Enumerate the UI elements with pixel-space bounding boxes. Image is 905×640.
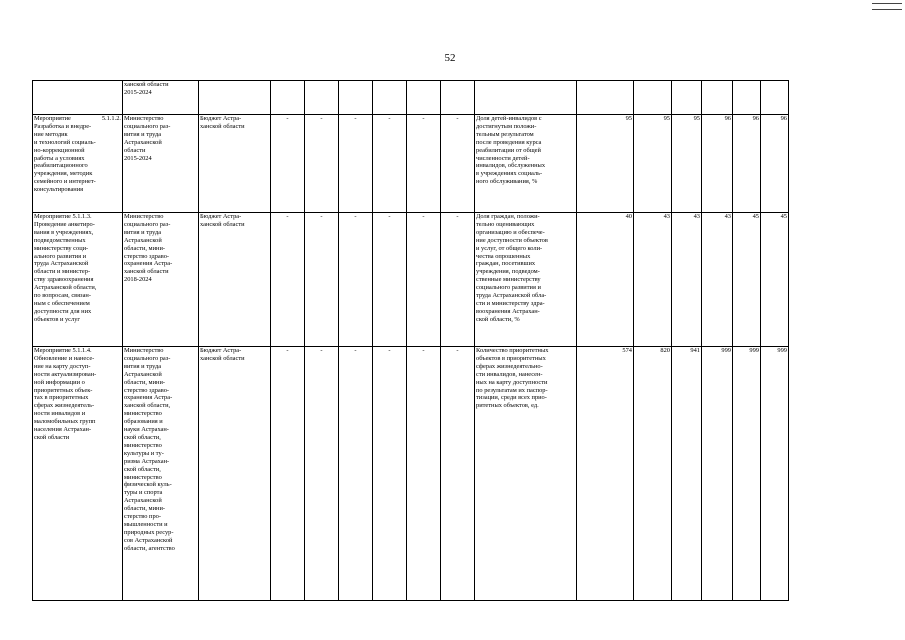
- indicator-value-cell: 95: [634, 115, 672, 213]
- indicator-value-cell: [702, 81, 733, 115]
- year-funding-cell: -: [407, 115, 441, 213]
- year-funding-cell: [271, 81, 305, 115]
- year-funding-cell: -: [373, 213, 407, 347]
- activity-cell: Мероприятие 5.1.1.2. Разработка и внедре- ние методик и технологий социаль- но-коррекционной работы а условиях реабилитационного учреждения, методик семейного и интернет- консультирования: [33, 115, 123, 213]
- scan-corner-mark: [872, 3, 902, 4]
- executor-cell: ханской области 2015-2024: [123, 81, 199, 115]
- year-funding-cell: -: [441, 213, 475, 347]
- indicator-value-cell: 999: [702, 347, 733, 601]
- indicator-value-cell: 941: [672, 347, 702, 601]
- indicator-value-cell: 43: [634, 213, 672, 347]
- indicator-value-cell: 999: [733, 347, 761, 601]
- indicator-value-cell: 820: [634, 347, 672, 601]
- program-activities-table: [32, 80, 789, 601]
- scan-corner-mark: [872, 9, 902, 10]
- year-funding-cell: -: [305, 213, 339, 347]
- indicator-cell: Доля граждан, положи- тельно оценивающих организацию и обеспече- ние доступности объектов и услуг, от общего коли- чества опрошенных граждан, посетивших учреждения, подведом- ственные министерству социального развития и труда Астраханской обла- сти и министерству здра- воохранения Астрахан- ской области, %: [475, 213, 577, 347]
- year-funding-cell: -: [271, 347, 305, 601]
- year-funding-cell: -: [305, 115, 339, 213]
- indicator-cell: Доля детей-инвалидов с достигнутым положи- тельным результатом после проведения курса реабилитации от общей численности детей- инвалидов, обслуженных в учреждениях социаль- ного обслуживания, %: [475, 115, 577, 213]
- activity-cell: Мероприятие 5.1.1.4. Обновление и нанесе- ние на карту доступ- ности актуализирован- ной информации о приоритетных объек- тах в приоритетных сферах жизнедеятель- ности инвалидов и маломобильных групп населения Астрахан- ской области: [33, 347, 123, 601]
- indicator-cell: Количество приоритетных объектов в приоритетных сферах жизнедеятельно- сти инвалидов, нанесен- ных на карту доступности по результатам их паспор- тизации, среди всех прио- ритетных объектов, ед.: [475, 347, 577, 601]
- indicator-value-cell: 96: [761, 115, 789, 213]
- funding-source-cell: [199, 81, 271, 115]
- year-funding-cell: -: [441, 115, 475, 213]
- indicator-value-cell: [577, 81, 634, 115]
- indicator-value-cell: 95: [577, 115, 634, 213]
- indicator-value-cell: [761, 81, 789, 115]
- year-funding-cell: -: [339, 347, 373, 601]
- year-funding-cell: [373, 81, 407, 115]
- year-funding-cell: [339, 81, 373, 115]
- indicator-value-cell: 95: [672, 115, 702, 213]
- activity-cell: [33, 81, 123, 115]
- funding-source-cell: Бюджет Астра- ханской области: [199, 115, 271, 213]
- year-funding-cell: -: [373, 347, 407, 601]
- indicator-value-cell: 43: [702, 213, 733, 347]
- funding-source-cell: Бюджет Астра- ханской области: [199, 213, 271, 347]
- indicator-value-cell: 40: [577, 213, 634, 347]
- year-funding-cell: -: [373, 115, 407, 213]
- indicator-value-cell: [672, 81, 702, 115]
- executor-cell: Министерство социального раз- вития и труда Астраханской области, мини- стерство здраво- охранения Астра- ханской области, министерство образования и науки Астрахан- ской области, министерство культуры и ту- ризма Астрахан- ской области, министерство физической куль- туры и спорта Астраханской области, мини- стерство про- мышленности и природных ресур- сов Астраханской области, агентство: [123, 347, 199, 601]
- table-row: [33, 115, 789, 213]
- year-funding-cell: -: [305, 347, 339, 601]
- year-funding-cell: -: [339, 115, 373, 213]
- indicator-value-cell: 96: [702, 115, 733, 213]
- funding-source-cell: Бюджет Астра- ханской области: [199, 347, 271, 601]
- table-row: [33, 213, 789, 347]
- table-row: [33, 81, 789, 115]
- indicator-value-cell: 43: [672, 213, 702, 347]
- indicator-value-cell: 999: [761, 347, 789, 601]
- executor-cell: Министерство социального раз- вития и труда Астраханской области, мини- стерство здраво- охранения Астра- ханской области 2018-2024: [123, 213, 199, 347]
- year-funding-cell: -: [407, 347, 441, 601]
- year-funding-cell: [441, 81, 475, 115]
- indicator-cell: [475, 81, 577, 115]
- indicator-value-cell: [634, 81, 672, 115]
- indicator-value-cell: 45: [761, 213, 789, 347]
- year-funding-cell: -: [441, 347, 475, 601]
- executor-cell: Министерство социального раз- вития и труда Астраханской области 2015-2024: [123, 115, 199, 213]
- indicator-value-cell: 45: [733, 213, 761, 347]
- year-funding-cell: -: [407, 213, 441, 347]
- table-row: [33, 347, 789, 601]
- indicator-value-cell: 96: [733, 115, 761, 213]
- year-funding-cell: -: [271, 115, 305, 213]
- indicator-value-cell: 574: [577, 347, 634, 601]
- page-number: 52: [444, 52, 456, 64]
- year-funding-cell: -: [339, 213, 373, 347]
- indicator-value-cell: [733, 81, 761, 115]
- year-funding-cell: [305, 81, 339, 115]
- year-funding-cell: -: [271, 213, 305, 347]
- activity-cell: Мероприятие 5.1.1.3. Проведение анкетиро- вания в учреждениях, подведомственных министерству соци- ального развития и труда Астраханской области и министер- ству здравоохранения Астраханской области, по вопросам, связан- ным с обеспечением доступности для них объектов и услуг: [33, 213, 123, 347]
- year-funding-cell: [407, 81, 441, 115]
